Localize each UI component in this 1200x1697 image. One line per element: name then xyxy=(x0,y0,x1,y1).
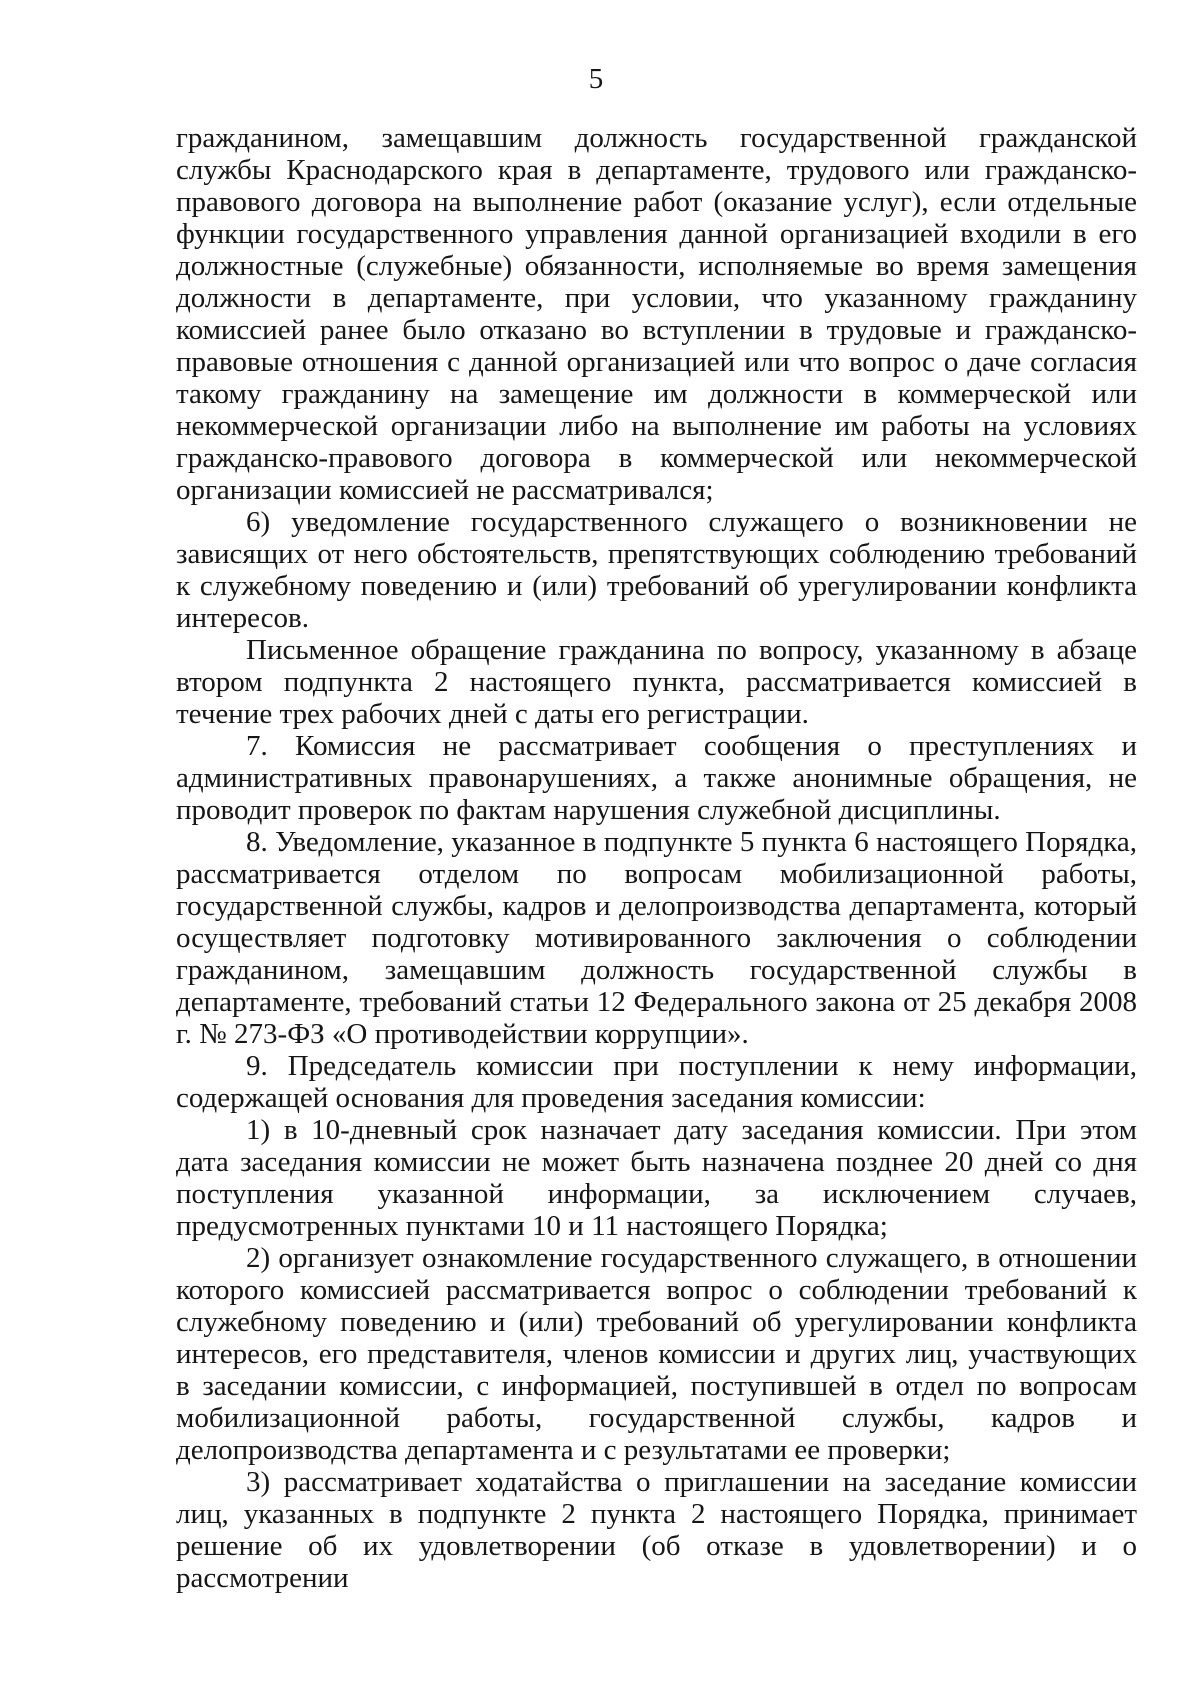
paragraph-subitem-6: 6) уведомление государственного служащего о возникновении не зависящих от него обстоятельств, препятствующих соблюдению требований к служебному поведению и (или) требований об урегулировании конфликта интересов. xyxy=(176,506,1137,634)
document-body xyxy=(176,122,1137,1594)
paragraph-item-9-subitem-1: 1) в 10-дневный срок назначает дату заседания комиссии. При этом дата заседания комиссии не может быть назначена позднее 20 дней со дня поступления указанной информации, за исключением случаев, предусмотренных пунктами 10 и 11 настоящего Порядка; xyxy=(176,1114,1137,1242)
paragraph-continuation: гражданином, замещавшим должность государственной гражданской службы Краснодарского края в департаменте, трудового или гражданско-правового договора на выполнение работ (оказание услуг), если отдельные функции государственного управления данной организацией входили в его должностные (служебные) обязанности, исполняемые во время замещения должности в департаменте, при условии, что указанному гражданину комиссией ранее было отказано во вступлении в трудовые и гражданско-правовые отношения с данной организацией или что вопрос о даче согласия такому гражданину на замещение им должности в коммерческой или некоммерческой организации либо на выполнение им работы на условиях гражданско-правового договора в коммерческой или некоммерческой организации комиссией не рассматривался; xyxy=(176,122,1137,506)
paragraph-item-9-subitem-2: 2) организует ознакомление государственного служащего, в отношении которого комиссией рассматривается вопрос о соблюдении требований к служебному поведению и (или) требований об урегулировании конфликта интересов, его представителя, членов комиссии и других лиц, участвующих в заседании комиссии, с информацией, поступившей в отдел по вопросам мобилизационной работы, государственной службы, кадров и делопроизводства департамента и с результатами ее проверки; xyxy=(176,1242,1137,1466)
page-number: 5 xyxy=(588,63,604,95)
paragraph-item-9-subitem-3: 3) рассматривает ходатайства о приглашении на заседание комиссии лиц, указанных в подпункте 2 пункта 2 настоящего Порядка, принимает решение об их удовлетворении (об отказе в удовлетворении) и о рассмотрении xyxy=(176,1466,1137,1594)
paragraph-item-9: 9. Председатель комиссии при поступлении к нему информации, содержащей основания для проведения заседания комиссии: xyxy=(176,1050,1137,1114)
paragraph-item-7: 7. Комиссия не рассматривает сообщения о преступлениях и административных правонарушениях, а также анонимные обращения, не проводит проверок по фактам нарушения служебной дисциплины. xyxy=(176,730,1137,826)
paragraph-item-8: 8. Уведомление, указанное в подпункте 5 пункта 6 настоящего Порядка, рассматривается отделом по вопросам мобилизационной работы, государственной службы, кадров и делопроизводства департамента, который осуществляет подготовку мотивированного заключения о соблюдении гражданином, замещавшим должность государственной службы в департаменте, требований статьи 12 Федерального закона от 25 декабря 2008 г. № 273-ФЗ «О противодействии коррупции». xyxy=(176,826,1137,1050)
paragraph-written-appeal: Письменное обращение гражданина по вопросу, указанному в абзаце втором подпункта 2 настоящего пункта, рассматривается комиссией в течение трех рабочих дней с даты его регистрации. xyxy=(176,634,1137,730)
